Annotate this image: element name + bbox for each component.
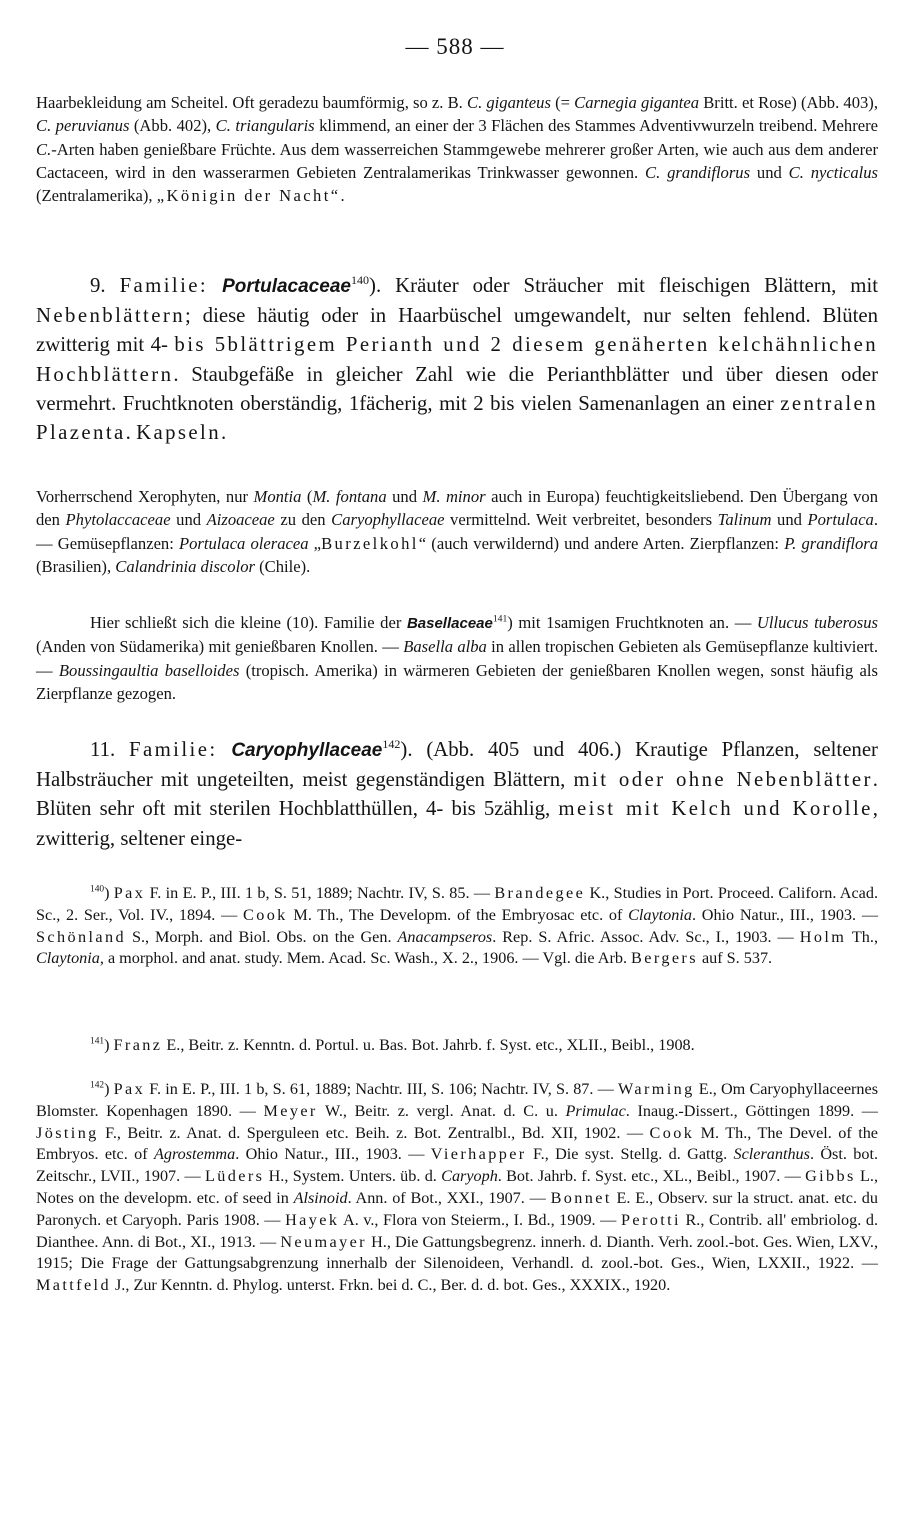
author-name: Brandegee — [494, 884, 586, 902]
author-name: Bonnet — [550, 1188, 612, 1207]
text-run: H., System. Unters. üb. d. — [264, 1167, 442, 1186]
family-name: Basellaceae — [406, 615, 493, 632]
text-run: ( — [301, 487, 313, 506]
author-name: Cook — [243, 905, 288, 924]
footnote-number: 140 — [90, 884, 105, 895]
text-run: . Ohio Natur., III., 1903. — — [691, 905, 879, 924]
text-run: , zwitterig, seltener einge- — [36, 797, 878, 850]
text-run: (Brasilien), — [36, 556, 116, 576]
taxon-name: Carnegia gigantea — [574, 93, 700, 112]
taxon-name: Claytonia — [628, 905, 692, 924]
text-run: (Chile). — [254, 556, 311, 576]
text-run: in allen tropischen Gebieten als Gemüsepflanze kultiviert. — — [36, 637, 878, 680]
family-label: Familie: — [119, 274, 209, 297]
taxon-name: C. giganteus — [467, 93, 551, 112]
footnote-ref: 141 — [492, 613, 508, 625]
author-name: Meyer — [263, 1101, 318, 1120]
text-run: S., Morph. and Biol. Obs. on the Gen. — [125, 927, 398, 946]
paragraph-family-portulacaceae — [36, 271, 878, 447]
family-number: 9. — [90, 274, 120, 297]
text-run: . Staubgefäße in gleicher Zahl wie die Perianthblätter und über diesen oder vermehrt. Fruchtknoten oberständig, 1fächerig, mit 2 bis vielen Samenanlagen an einer — [36, 362, 878, 415]
text-run: E., Om Caryophyllaceernes Blomster. Kopenhagen 1890. — — [36, 1080, 878, 1120]
text-run: . Bot. Jahrb. f. Syst. etc., XL., Beibl., 1907. — — [497, 1167, 806, 1186]
spaced-text: zentralen Plazenta — [36, 391, 878, 445]
taxon-name: C. — [36, 139, 52, 159]
text-run: M. Th., The Devel. of the Embryos. etc. of — [36, 1123, 878, 1164]
text-run: R., Contrib. all' embriolog. d. Dianthee. Ann. di Bot., XI., 1913. — — [36, 1210, 878, 1251]
text-run: (= — [550, 93, 575, 112]
author-name: Pax — [113, 884, 146, 902]
taxon-name: Talinum — [717, 510, 772, 530]
author-name: Schönland — [36, 927, 126, 946]
taxon-name: Portulaca oleracea — [178, 533, 309, 553]
text-run: F. in E. P., III. 1 b, S. 61, 1889; Nachtr. III, S. 106; Nachtr. IV, S. 87. — — [145, 1080, 618, 1098]
text-run: . Ohio Natur., III., 1903. — — [235, 1145, 431, 1164]
footnote-141: $^{141}$) Franz E., Beitr. z. Kenntn. d. Portul. u. Bas. Bot. Jahrb. f. Syst. etc., XLII., Beibl., 1908. — [90, 1036, 695, 1054]
text-run: . Inaug.-Dissert., Göttingen 1899. — — [625, 1101, 878, 1120]
page-number: — 588 — — [405, 34, 505, 59]
taxon-name: Boussingaultia baselloides — [58, 660, 240, 680]
author-name: Mattfeld — [36, 1276, 111, 1295]
text-run: Britt. et Rose) (Abb. 403), — [699, 93, 878, 112]
taxon-name: C. nycticalus — [788, 162, 879, 182]
text-run: ). (Abb. 405 und 406.) Krautige Pflanzen, seltener Halbsträucher mit ungeteilten, meist gegenständigen Blättern, — [36, 738, 878, 792]
spaced-text: Nebenblättern — [36, 304, 185, 328]
paragraph-portulacaceae-notes — [36, 485, 878, 578]
taxon-name: Claytonia — [36, 949, 100, 968]
taxon-name: Scleranthus — [733, 1145, 810, 1164]
paragraph-basellaceae — [36, 611, 878, 705]
spaced-text: Kapseln — [136, 421, 222, 445]
text-run: ). Kräuter oder Sträucher mit fleischigen Blättern, mit — [369, 274, 879, 297]
text-run: Th., — [846, 927, 878, 946]
footnote-140: $^{140}$) Pax F. in E. P., III. 1 b, S. 51, 1889; Nachtr. IV, S. 85. — Brandegee K., Studies in Port. Proceed. Californ. Acad. Sc., 2. Ser., Vol. IV., 1894. — Cook M. Th., The Developm. of the Embryosac etc. of Claytonia. Ohio Natur., III., 1903. — Schönland S., Morph. and Biol. Obs. on the Gen. Anacampseros. Rep. S. Afric. Assoc. Adv. Sc., I., 1903. — Holm Th., Claytonia, a morphol. and anat. study. Mem. Acad. Sc. Wash., X. 2., 1906. — Vgl. die Arb. Bergers auf S. 537. — [36, 884, 879, 968]
spaced-text: bis 5blättrigem Perianth und 2 diesem genäherten kelchähnlichen Hochblättern — [36, 333, 878, 386]
taxon-name: Ullucus tuberosus — [756, 613, 878, 632]
text-run: zu den — [274, 510, 332, 530]
taxon-name: Caryophyllaceae — [331, 510, 445, 530]
footnote-number: 141 — [90, 1036, 105, 1047]
text-run: , a morphol. and anat. study. Mem. Acad. Sc. Wash., X. 2., 1906. — Vgl. die Arb. — [99, 949, 632, 968]
footnote-divider — [86, 871, 828, 872]
taxon-name: Aizoaceae — [206, 510, 275, 530]
family-name: Portulacaceae — [222, 276, 351, 297]
text-run: A. v., Flora von Steierm., I. Bd., 1909. — — [339, 1210, 621, 1229]
spaced-text: meist mit Kelch und Korolle — [558, 797, 873, 821]
text-run: F. in E. P., III. 1 b, S. 51, 1889; Nachtr. IV, S. 85. — — [145, 884, 495, 902]
text-run: E. E., Observ. sur la struct. anat. etc. du Paronych. et Caryoph. Paris 1908. — — [36, 1188, 878, 1229]
text-run: und — [771, 510, 808, 530]
spaced-text: Burzelkohl — [321, 533, 419, 553]
text-run: (Anden von Südamerika) mit genießbaren Knollen. — — [36, 637, 404, 657]
text-run: (Zentralamerika), — [36, 186, 157, 206]
text-run: (tropisch. Amerika) in wärmeren Gebieten der genießbaren Knollen wegen, sonst häufig als Zierpflanze gezogen. — [36, 660, 878, 703]
text-run: . Öst. bot. Zeitschr., LVII., 1907. — — [36, 1145, 878, 1186]
text-run: klimmend, an einer der 3 Flächen des Stammes Adventivwurzeln treibend. Mehrere — [314, 116, 879, 136]
text-run: F., Die syst. Stellg. d. Gattg. — [526, 1145, 734, 1164]
family-label: Familie: — [129, 738, 218, 761]
taxon-name: C. grandiflorus — [645, 162, 751, 182]
taxon-name: Caryoph — [441, 1167, 498, 1186]
author-name: Gibbs — [805, 1167, 856, 1186]
text-run: . — [125, 421, 137, 445]
taxon-name: Agrostemma — [153, 1145, 236, 1164]
taxon-name: P. grandiflora — [784, 533, 878, 553]
taxon-name: Phytolaccaceae — [65, 510, 171, 530]
text-run: L., Notes on the developm. etc. of seed in — [36, 1167, 879, 1207]
text-run: auf S. 537. — [697, 949, 773, 968]
taxon-name: M. fontana — [312, 487, 387, 506]
footnote-ref: 142 — [382, 737, 401, 752]
author-name: Lüders — [204, 1167, 265, 1186]
author-name: Neumayer — [280, 1232, 367, 1251]
family-name: Caryophyllaceae — [231, 740, 383, 761]
taxon-name: Basella alba — [403, 637, 487, 657]
author-name: Vierhapper — [430, 1145, 527, 1164]
text-run: K., Studies in Port. Proceed. Californ. Acad. Sc., 2. Ser., Vol. IV., 1894. — — [36, 884, 878, 924]
author-name: Warming — [617, 1080, 695, 1098]
text-run: E., Beitr. z. Kenntn. d. Portul. u. Bas. Bot. Jahrb. f. Syst. etc., XLII., Beibl., 1908. — [162, 1036, 695, 1054]
text-run: F., Beitr. z. Anat. d. Sperguleen etc. Beih. z. Bot. Zentralbl., Bd. XII, 1902. — — [98, 1123, 650, 1142]
text-run: ; diese häutig oder in Haarbüschel umgewandelt, nur selten fehlend. Blüten zwitterig mit 4- — [36, 304, 878, 357]
text-run: . — [221, 421, 227, 445]
text-run: auch in Europa) feuchtigkeitsliebend. Den Übergang von den — [36, 487, 879, 530]
spaced-text: mit oder ohne Nebenblätter — [573, 768, 873, 792]
taxon-name: Portulaca — [807, 510, 874, 530]
taxon-name: C. triangularis — [215, 116, 315, 136]
footnote-ref: 140 — [350, 273, 370, 288]
text-run: „ — [308, 533, 322, 553]
footnote-number: 142 — [90, 1080, 105, 1091]
author-name: Pax — [113, 1080, 146, 1098]
author-name: Perotti — [620, 1210, 681, 1229]
text-run: . — Gemüsepflanzen: — [36, 510, 879, 553]
author-name: Hayek — [285, 1210, 340, 1229]
author-name: Bergers — [631, 949, 698, 968]
text-run: J., Zur Kenntn. d. Phylog. unterst. Frkn. bei d. C., Ber. d. d. bot. Ges., XXXIX., 1920. — [110, 1276, 671, 1295]
text-run: Vorherrschend Xerophyten, nur — [36, 487, 254, 506]
text-run: (Abb. 402), — [129, 116, 216, 136]
text-run: . Rep. S. Afric. Assoc. Adv. Sc., I., 1903. — — [492, 927, 800, 946]
footnote-142: $^{142}$) Pax F. in E. P., III. 1 b, S. 61, 1889; Nachtr. III, S. 106; Nachtr. IV, S. 87. — Warming E., Om Caryophyllaceernes Blomster. Kopenhagen 1890. — Meyer W., Beitr. z. vergl. Anat. d. C. u. Primulac. Inaug.-Dissert., Göttingen 1899. — Jösting F., Beitr. z. Anat. d. Sperguleen etc. Beih. z. Bot. Zentralbl., Bd. XII, 1902. — Cook M. Th., The Devel. of the Embryos. etc. of Agrostemma. Ohio Natur., III., 1903. — Vierhapper F., Die syst. Stellg. d. Gattg. Scleranthus. Öst. bot. Zeitschr., LVII., 1907. — Lüders H., System. Unters. üb. d. Caryoph. Bot. Jahrb. f. Syst. etc., XL., Beibl., 1907. — Gibbs L., Notes on the developm. etc. of seed in Alsinoid. Ann. of Bot., XXI., 1907. — Bonnet E. E., Observ. sur la struct. anat. etc. du Paronych. et Caryoph. Paris 1908. — Hayek A. v., Flora von Steierm., I. Bd., 1909. — Perotti R., Contrib. all' embriolog. d. Dianthee. Ann. di Bot., XI., 1913. — Neumayer H., Die Gattungsbegrenz. innerh. d. Dianth. Verh. zool.-bot. Ges. Wien, LXV., 1915; Die Frage der Gattungsabgrenzung innerhalb der Silenoideen, Verhandl. d. zool.-bot. Ges., Wien, LXXII., 1922. — Mattfeld J., Zur Kenntn. d. Phylog. unterst. Frkn. bei d. C., Ber. d. d. bot. Ges., XXXIX., 1920. — [36, 1080, 879, 1295]
text-run: und — [750, 162, 789, 182]
text-run: vermittelnd. Weit verbreitet, besonders — [444, 510, 718, 530]
text-run: -Arten haben genießbare Früchte. Aus dem wasserreichen Stammgewebe mehrerer großer Arten, wie auch aus dem anderer Cactaceen, wird in den wasserarmen Gebieten Zentralamerikas Trinkwasser gewonnen. — [36, 139, 878, 182]
taxon-name: M. minor — [422, 487, 486, 506]
taxon-name: Calandrinia discolor — [115, 556, 255, 576]
text-run: . Ann. of Bot., XXI., 1907. — — [347, 1188, 551, 1207]
taxon-name: C. peruvianus — [36, 116, 130, 136]
author-name: Jösting — [36, 1123, 99, 1142]
text-run: “ (auch verwildernd) und andere Arten. Zierpflanzen: — [418, 533, 785, 553]
text-run: und — [170, 510, 207, 530]
paragraph-cereus-continuation — [36, 91, 878, 207]
text-run: H., Die Gattungsbegrenz. innerh. d. Dianth. Verh. zool.-bot. Ges. Wien, LXV., 1915; Die Frage der Gattungsabgrenzung innerhalb der Silenoideen, Verhandl. d. zool.-bot. Ges., Wien, LXXII., 1922. — — [36, 1232, 878, 1273]
text-run: ) mit 1samigen Fruchtknoten an. — — [507, 613, 757, 632]
text-run: Haarbekleidung am Scheitel. Oft geradezu baumförmig, so z. B. — [36, 93, 467, 112]
author-name: Cook — [649, 1123, 695, 1142]
text-run: und — [386, 487, 423, 506]
paragraph-family-caryophyllaceae — [36, 735, 878, 853]
taxon-name: Montia — [253, 487, 302, 506]
text-run: . Blüten sehr oft mit sterilen Hochblatthüllen, 4- bis 5zählig, — [36, 768, 878, 821]
taxon-name: Primulac — [565, 1101, 626, 1120]
spaced-text: „Königin der Nacht“. — [156, 186, 348, 206]
taxon-name: Alsinoid — [293, 1188, 348, 1207]
author-name: Franz — [113, 1036, 163, 1054]
text-run: Hier schließt sich die kleine (10). Familie der — [90, 613, 407, 632]
text-run: W., Beitr. z. vergl. Anat. d. C. u. — [317, 1101, 566, 1120]
author-name: Holm — [799, 927, 847, 946]
taxon-name: Anacampseros — [397, 927, 493, 946]
family-number: 11. — [90, 738, 129, 761]
text-run: M. Th., The Developm. of the Embryosac etc. of — [287, 905, 629, 924]
